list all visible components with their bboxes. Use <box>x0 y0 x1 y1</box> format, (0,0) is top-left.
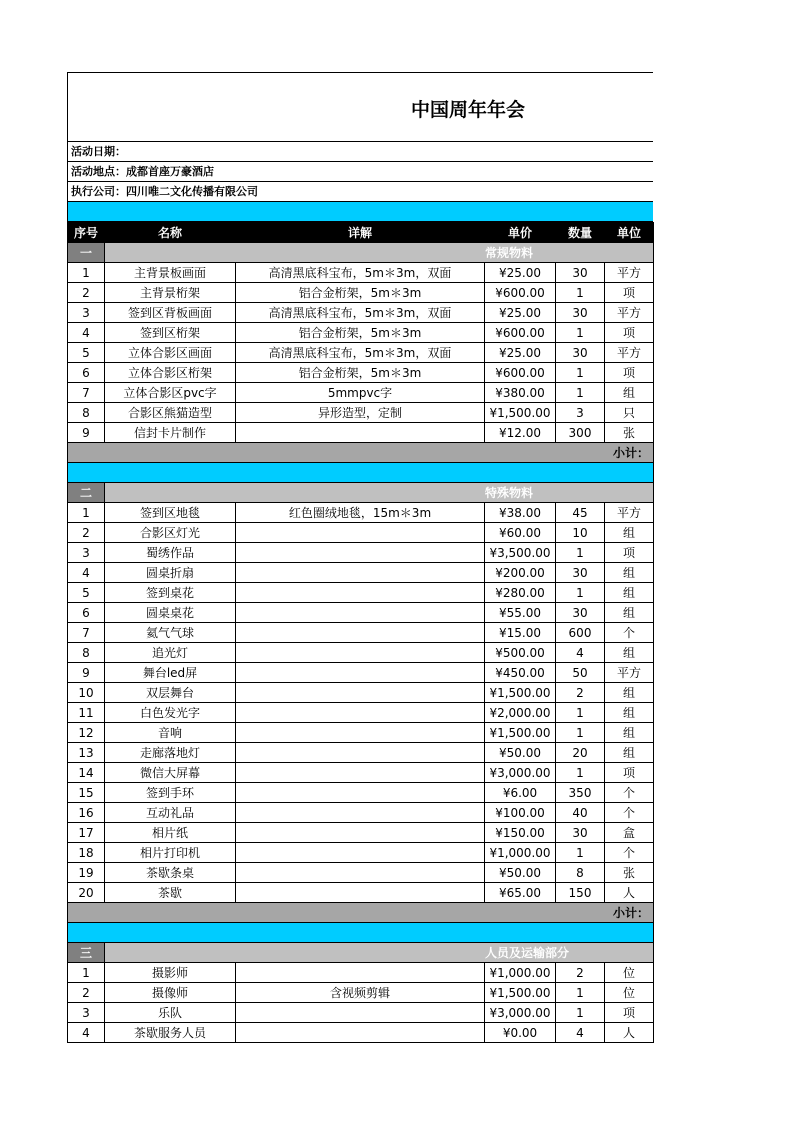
table-cell <box>236 803 485 823</box>
table-cell: 项 <box>605 763 654 783</box>
table-row <box>68 843 654 863</box>
table-cell: 9 <box>68 663 105 683</box>
table-cell: 组 <box>605 583 654 603</box>
section-title: 常规物料 <box>105 243 654 263</box>
table-cell: ¥1,000.00 <box>485 843 556 863</box>
table-cell <box>236 703 485 723</box>
table-cell: ¥50.00 <box>485 743 556 763</box>
table-cell: 14 <box>68 763 105 783</box>
header-cell: 单价 <box>485 223 556 243</box>
header-cell: 单位 <box>605 223 654 243</box>
table-cell: 组 <box>605 523 654 543</box>
table-cell: 16 <box>68 803 105 823</box>
table-cell: ¥1,500.00 <box>485 983 556 1003</box>
table-cell: 4 <box>556 643 605 663</box>
table-cell: 8 <box>68 643 105 663</box>
table-cell: 1 <box>556 543 605 563</box>
table-cell: 乐队 <box>105 1003 236 1023</box>
table-cell: ¥3,000.00 <box>485 1003 556 1023</box>
table-cell: 项 <box>605 363 654 383</box>
cyan-band-cell <box>68 923 654 943</box>
table-cell <box>236 423 485 443</box>
table-row <box>68 663 654 683</box>
header-cell: 数量 <box>556 223 605 243</box>
table-cell: 1 <box>556 843 605 863</box>
table-row <box>68 283 654 303</box>
table-cell: 3 <box>68 303 105 323</box>
table-cell <box>236 523 485 543</box>
title-row <box>67 72 653 142</box>
table-row <box>68 323 654 343</box>
table-cell: 红色圈绒地毯，15m＊3m <box>236 503 485 523</box>
table-cell: 高清黑底科宝布，5m＊3m，双面 <box>236 343 485 363</box>
table-cell: 4 <box>68 323 105 343</box>
table-cell: ¥100.00 <box>485 803 556 823</box>
table-cell: ¥1,500.00 <box>485 723 556 743</box>
table-cell: ¥1,500.00 <box>485 403 556 423</box>
subtotal-row <box>68 903 654 923</box>
table-cell: ¥600.00 <box>485 323 556 343</box>
table-row <box>68 363 654 383</box>
table-cell: 平方 <box>605 303 654 323</box>
table-cell: 19 <box>68 863 105 883</box>
info-date: 活动日期： <box>67 142 653 162</box>
table-row <box>68 503 654 523</box>
table-row <box>68 303 654 323</box>
table-cell: 30 <box>556 343 605 363</box>
table-cell: 铝合金桁架，5m＊3m <box>236 363 485 383</box>
table-cell: 15 <box>68 783 105 803</box>
table-cell <box>236 843 485 863</box>
table-row <box>68 963 654 983</box>
table-cell <box>236 623 485 643</box>
table-cell: 人 <box>605 1023 654 1043</box>
table-cell: 4 <box>68 563 105 583</box>
section-row <box>68 243 654 263</box>
quote-table <box>67 222 654 1043</box>
table-cell: 主背景板画面 <box>105 263 236 283</box>
table-row <box>68 863 654 883</box>
table-cell: ¥150.00 <box>485 823 556 843</box>
table-cell: 2 <box>68 523 105 543</box>
table-cell <box>236 563 485 583</box>
table-cell: ¥50.00 <box>485 863 556 883</box>
table-cell: 1 <box>556 1003 605 1023</box>
table-cell: 组 <box>605 723 654 743</box>
table-cell: 合影区熊猫造型 <box>105 403 236 423</box>
section-row <box>68 943 654 963</box>
table-cell: ¥38.00 <box>485 503 556 523</box>
table-cell <box>236 963 485 983</box>
table-cell: 10 <box>68 683 105 703</box>
table-cell <box>236 683 485 703</box>
table-cell <box>236 883 485 903</box>
table-cell: 30 <box>556 563 605 583</box>
table-cell: 组 <box>605 683 654 703</box>
table-cell: ¥600.00 <box>485 363 556 383</box>
table-row <box>68 783 654 803</box>
table-cell <box>236 763 485 783</box>
table-row <box>68 423 654 443</box>
header-cell: 名称 <box>105 223 236 243</box>
table-cell: 1 <box>556 723 605 743</box>
quote-sheet <box>67 72 653 1043</box>
section-number: 一 <box>68 243 105 263</box>
table-cell: 互动礼品 <box>105 803 236 823</box>
header-cell: 详解 <box>236 223 485 243</box>
cyan-band <box>67 202 653 222</box>
table-cell: 摄像师 <box>105 983 236 1003</box>
table-cell: 13 <box>68 743 105 763</box>
section-number: 二 <box>68 483 105 503</box>
table-cell: 组 <box>605 563 654 583</box>
table-cell: 主背景桁架 <box>105 283 236 303</box>
table-cell <box>236 1023 485 1043</box>
table-cell: ¥2,000.00 <box>485 703 556 723</box>
table-row <box>68 263 654 283</box>
table-cell: 项 <box>605 323 654 343</box>
table-cell <box>236 863 485 883</box>
table-cell: 5mmpvc字 <box>236 383 485 403</box>
table-cell <box>236 743 485 763</box>
table-cell: 平方 <box>605 503 654 523</box>
table-cell: 组 <box>605 743 654 763</box>
table-cell: 3 <box>68 1003 105 1023</box>
table-row <box>68 623 654 643</box>
table-cell: ¥25.00 <box>485 303 556 323</box>
table-cell: 立体合影区pvc字 <box>105 383 236 403</box>
table-cell: 铝合金桁架，5m＊3m <box>236 283 485 303</box>
table-cell: 300 <box>556 423 605 443</box>
table-cell: 2 <box>68 983 105 1003</box>
table-cell: ¥600.00 <box>485 283 556 303</box>
table-cell: ¥55.00 <box>485 603 556 623</box>
table-row <box>68 803 654 823</box>
table-cell: 2 <box>556 963 605 983</box>
table-cell: 7 <box>68 623 105 643</box>
table-cell: ¥1,500.00 <box>485 683 556 703</box>
table-cell: 4 <box>68 1023 105 1043</box>
table-cell: ¥15.00 <box>485 623 556 643</box>
table-cell: 签到区地毯 <box>105 503 236 523</box>
table-cell: 30 <box>556 603 605 623</box>
table-cell: 1 <box>556 763 605 783</box>
table-cell: 11 <box>68 703 105 723</box>
table-cell: ¥65.00 <box>485 883 556 903</box>
subtotal-label: 小计： <box>68 903 654 923</box>
table-cell: 人 <box>605 883 654 903</box>
table-cell: 追光灯 <box>105 643 236 663</box>
table-cell: 茶歇条桌 <box>105 863 236 883</box>
table-cell: 1 <box>68 503 105 523</box>
table-row <box>68 883 654 903</box>
table-cell: 圆桌桌花 <box>105 603 236 623</box>
table-cell: 1 <box>556 363 605 383</box>
table-cell: 盒 <box>605 823 654 843</box>
table-cell: ¥25.00 <box>485 263 556 283</box>
info-company: 执行公司：四川唯二文化传播有限公司 <box>67 182 653 202</box>
table-cell: 微信大屏幕 <box>105 763 236 783</box>
table-cell: 45 <box>556 503 605 523</box>
table-cell: 白色发光字 <box>105 703 236 723</box>
table-cell: 舞台led屏 <box>105 663 236 683</box>
table-cell: 20 <box>68 883 105 903</box>
table-cell: 高清黑底科宝布，5m＊3m，双面 <box>236 303 485 323</box>
section-number: 三 <box>68 943 105 963</box>
table-cell: 含视频剪辑 <box>236 983 485 1003</box>
table-cell: 个 <box>605 803 654 823</box>
table-cell: 5 <box>68 343 105 363</box>
table-row <box>68 763 654 783</box>
table-cell: ¥0.00 <box>485 1023 556 1043</box>
table-cell: 4 <box>556 1023 605 1043</box>
table-cell: 相片纸 <box>105 823 236 843</box>
table-cell: 1 <box>68 963 105 983</box>
table-cell <box>236 543 485 563</box>
table-cell: 2 <box>68 283 105 303</box>
table-cell: 信封卡片制作 <box>105 423 236 443</box>
table-cell: 签到区桁架 <box>105 323 236 343</box>
table-cell: 30 <box>556 263 605 283</box>
table-cell: 组 <box>605 603 654 623</box>
table-cell: 1 <box>556 383 605 403</box>
table-cell: 签到手环 <box>105 783 236 803</box>
table-cell: 1 <box>556 283 605 303</box>
table-cell: 1 <box>556 703 605 723</box>
table-cell: 茶歇 <box>105 883 236 903</box>
table-row <box>68 1003 654 1023</box>
table-row <box>68 403 654 423</box>
table-cell: 相片打印机 <box>105 843 236 863</box>
table-cell: 350 <box>556 783 605 803</box>
table-cell <box>236 723 485 743</box>
table-cell: 个 <box>605 843 654 863</box>
table-cell: 项 <box>605 543 654 563</box>
table-cell <box>236 583 485 603</box>
table-cell: 2 <box>556 683 605 703</box>
table-cell: 17 <box>68 823 105 843</box>
table-cell: 5 <box>68 583 105 603</box>
table-cell: 6 <box>68 363 105 383</box>
table-cell: 600 <box>556 623 605 643</box>
table-cell: 铝合金桁架，5m＊3m <box>236 323 485 343</box>
table-cell: 个 <box>605 623 654 643</box>
table-cell <box>236 1003 485 1023</box>
table-cell: 8 <box>68 403 105 423</box>
page-title: 中国周年年会 <box>411 99 526 121</box>
table-cell: 10 <box>556 523 605 543</box>
table-row <box>68 603 654 623</box>
table-cell: 组 <box>605 703 654 723</box>
table-cell: 走廊落地灯 <box>105 743 236 763</box>
table-cell: 双层舞台 <box>105 683 236 703</box>
table-row <box>68 983 654 1003</box>
table-row <box>68 703 654 723</box>
table-cell: 6 <box>68 603 105 623</box>
table-row <box>68 823 654 843</box>
header-cell: 序号 <box>68 223 105 243</box>
table-cell: ¥6.00 <box>485 783 556 803</box>
subtotal-label: 小计： <box>68 443 654 463</box>
table-cell: 18 <box>68 843 105 863</box>
table-cell: 3 <box>556 403 605 423</box>
table-row <box>68 543 654 563</box>
table-cell: 平方 <box>605 343 654 363</box>
table-cell: ¥60.00 <box>485 523 556 543</box>
table-cell: 圆桌折扇 <box>105 563 236 583</box>
table-cell: 平方 <box>605 263 654 283</box>
table-cell: 7 <box>68 383 105 403</box>
table-cell: 1 <box>68 263 105 283</box>
table-cell: ¥280.00 <box>485 583 556 603</box>
table-cell: 平方 <box>605 663 654 683</box>
table-cell: ¥12.00 <box>485 423 556 443</box>
table-row <box>68 723 654 743</box>
cyan-band-row <box>68 463 654 483</box>
table-cell: 蜀绣作品 <box>105 543 236 563</box>
table-cell <box>236 783 485 803</box>
table-cell: 30 <box>556 303 605 323</box>
table-cell: 9 <box>68 423 105 443</box>
table-cell: 150 <box>556 883 605 903</box>
table-row <box>68 683 654 703</box>
table-cell: 摄影师 <box>105 963 236 983</box>
table-cell: 3 <box>68 543 105 563</box>
table-cell: 异形造型，定制 <box>236 403 485 423</box>
section-title: 人员及运输部分 <box>105 943 654 963</box>
table-cell: 组 <box>605 383 654 403</box>
header-row <box>68 223 654 243</box>
table-cell: 立体合影区桁架 <box>105 363 236 383</box>
table-cell: 组 <box>605 643 654 663</box>
table-cell: 高清黑底科宝布，5m＊3m，双面 <box>236 263 485 283</box>
table-cell: 1 <box>556 983 605 1003</box>
table-cell: 项 <box>605 1003 654 1023</box>
table-cell: ¥380.00 <box>485 383 556 403</box>
table-cell: 1 <box>556 323 605 343</box>
table-row <box>68 743 654 763</box>
table-cell: 项 <box>605 283 654 303</box>
table-cell: 合影区灯光 <box>105 523 236 543</box>
table-cell <box>236 823 485 843</box>
table-cell: 1 <box>556 583 605 603</box>
table-cell: 氦气气球 <box>105 623 236 643</box>
table-cell: 50 <box>556 663 605 683</box>
table-cell: 音响 <box>105 723 236 743</box>
cyan-band-cell <box>68 463 654 483</box>
table-row <box>68 583 654 603</box>
table-cell: 20 <box>556 743 605 763</box>
table-cell: 位 <box>605 963 654 983</box>
table-row <box>68 523 654 543</box>
section-row <box>68 483 654 503</box>
table-row <box>68 1023 654 1043</box>
table-cell: ¥450.00 <box>485 663 556 683</box>
table-cell <box>236 663 485 683</box>
table-row <box>68 643 654 663</box>
table-cell: 张 <box>605 423 654 443</box>
table-cell: 30 <box>556 823 605 843</box>
table-cell: ¥500.00 <box>485 643 556 663</box>
table-cell: 12 <box>68 723 105 743</box>
table-cell <box>236 643 485 663</box>
table-cell: 张 <box>605 863 654 883</box>
table-cell: 签到区背板画面 <box>105 303 236 323</box>
subtotal-row <box>68 443 654 463</box>
section-title: 特殊物料 <box>105 483 654 503</box>
table-cell: ¥1,000.00 <box>485 963 556 983</box>
table-cell: 只 <box>605 403 654 423</box>
table-cell: 位 <box>605 983 654 1003</box>
table-cell: ¥3,000.00 <box>485 763 556 783</box>
table-cell: 40 <box>556 803 605 823</box>
cyan-band-row <box>68 923 654 943</box>
table-row <box>68 563 654 583</box>
table-cell: 签到桌花 <box>105 583 236 603</box>
table-cell <box>236 603 485 623</box>
info-venue: 活动地点：成都首座万豪酒店 <box>67 162 653 182</box>
table-cell: 立体合影区画面 <box>105 343 236 363</box>
table-cell: ¥3,500.00 <box>485 543 556 563</box>
table-cell: 个 <box>605 783 654 803</box>
table-row <box>68 383 654 403</box>
table-cell: 8 <box>556 863 605 883</box>
table-cell: 茶歇服务人员 <box>105 1023 236 1043</box>
table-row <box>68 343 654 363</box>
table-cell: ¥25.00 <box>485 343 556 363</box>
table-cell: ¥200.00 <box>485 563 556 583</box>
